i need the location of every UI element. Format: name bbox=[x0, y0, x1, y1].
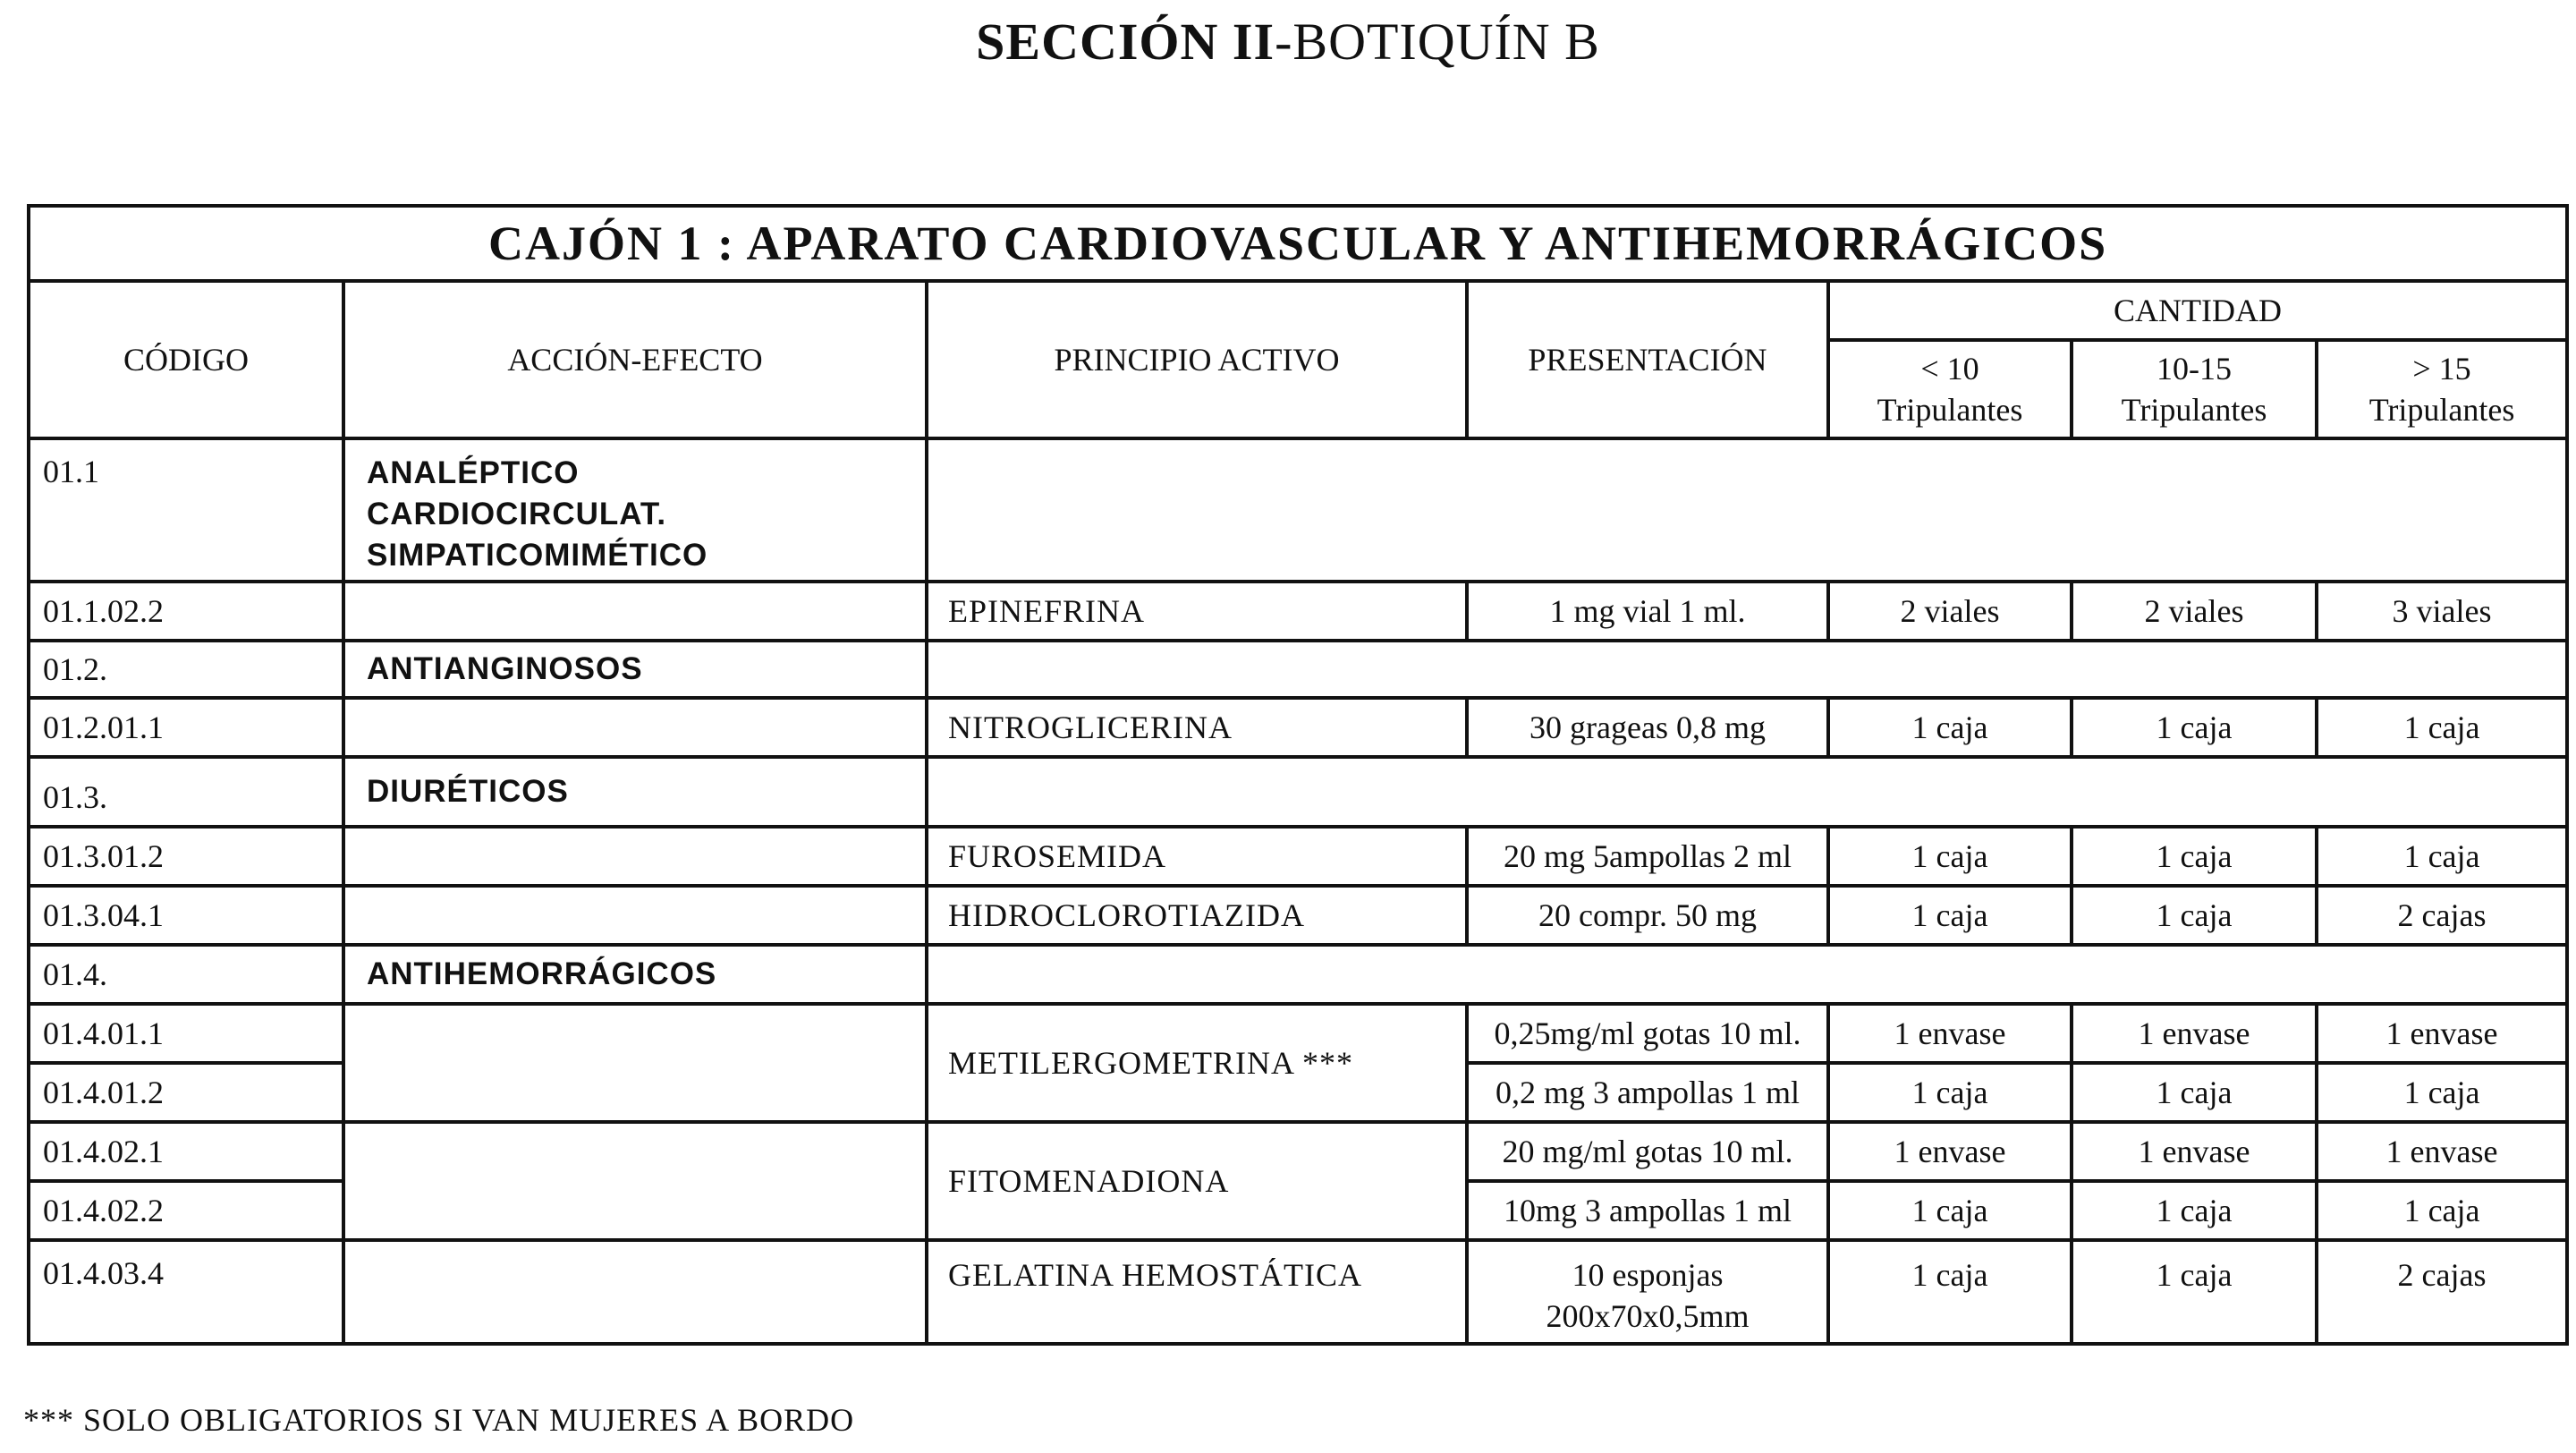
row-qty-under-10: 1 caja bbox=[1828, 1181, 2072, 1240]
row-code: 01.2.01.1 bbox=[29, 698, 343, 757]
category-line: ANALÉPTICO bbox=[367, 455, 580, 490]
row-action bbox=[343, 1240, 927, 1344]
row-qty-10-15: 1 caja bbox=[2072, 698, 2317, 757]
row-code: 01.4.03.4 bbox=[29, 1240, 343, 1344]
row-code: 01.3. bbox=[29, 757, 343, 827]
row-qty-10-15: 1 envase bbox=[2072, 1004, 2317, 1063]
row-ingredient: METILERGOMETRINA *** bbox=[927, 1004, 1467, 1122]
row-qty-under-10: 1 caja bbox=[1828, 698, 2072, 757]
header-q-under-10 bbox=[1828, 340, 2072, 438]
row-action bbox=[343, 582, 927, 641]
row-qty-under-10: 1 caja bbox=[1828, 1063, 2072, 1122]
row-qty-10-15: 1 envase bbox=[2072, 1122, 2317, 1181]
row-code: 01.3.01.2 bbox=[29, 827, 343, 886]
row-qty-under-10: 2 viales bbox=[1828, 582, 2072, 641]
row-qty-10-15: 1 caja bbox=[2072, 1181, 2317, 1240]
row-action bbox=[343, 1122, 927, 1240]
page-title-section: SECCIÓN II bbox=[976, 13, 1275, 71]
row-qty-10-15: 1 caja bbox=[2072, 886, 2317, 945]
row-presentation: 10mg 3 ampollas 1 ml bbox=[1467, 1181, 1828, 1240]
row-category bbox=[343, 438, 927, 582]
row-presentation bbox=[1467, 1240, 1828, 1344]
header-q-10-15-unit: Tripulantes bbox=[2121, 392, 2267, 428]
header-q-10-15 bbox=[2072, 340, 2317, 438]
row-presentation: 0,2 mg 3 ampollas 1 ml bbox=[1467, 1063, 1828, 1122]
header-q-over-15 bbox=[2317, 340, 2567, 438]
category-line: CARDIOCIRCULAT. bbox=[367, 497, 667, 531]
row-ingredient: FUROSEMIDA bbox=[927, 827, 1467, 886]
row-action bbox=[343, 827, 927, 886]
empty-cell bbox=[927, 641, 2567, 698]
row-qty-10-15: 2 viales bbox=[2072, 582, 2317, 641]
drawer-title: CAJÓN 1 : APARATO CARDIOVASCULAR Y ANTIHEMORRÁGICOS bbox=[29, 206, 2567, 281]
row-qty-over-15: 3 viales bbox=[2317, 582, 2567, 641]
row-qty-over-15: 1 envase bbox=[2317, 1122, 2567, 1181]
page-title bbox=[0, 11, 2576, 73]
row-presentation: 0,25mg/ml gotas 10 ml. bbox=[1467, 1004, 1828, 1063]
empty-cell bbox=[927, 945, 2567, 1004]
row-code: 01.4.02.1 bbox=[29, 1122, 343, 1181]
row-qty-10-15: 1 caja bbox=[2072, 1240, 2317, 1344]
row-action bbox=[343, 698, 927, 757]
row-action bbox=[343, 1004, 927, 1122]
row-code: 01.2. bbox=[29, 641, 343, 698]
row-code: 01.4.01.2 bbox=[29, 1063, 343, 1122]
row-presentation: 20 mg 5ampollas 2 ml bbox=[1467, 827, 1828, 886]
row-code: 01.4.01.1 bbox=[29, 1004, 343, 1063]
row-qty-under-10: 1 caja bbox=[1828, 827, 2072, 886]
row-qty-under-10: 1 caja bbox=[1828, 886, 2072, 945]
table-row bbox=[29, 827, 2567, 886]
presentation-line: 200x70x0,5mm bbox=[1546, 1298, 1750, 1334]
row-presentation: 20 compr. 50 mg bbox=[1467, 886, 1828, 945]
header-q-under-10-value: < 10 bbox=[1920, 351, 1979, 387]
table-row bbox=[29, 886, 2567, 945]
table-row bbox=[29, 698, 2567, 757]
row-ingredient: HIDROCLOROTIAZIDA bbox=[927, 886, 1467, 945]
row-ingredient: NITROGLICERINA bbox=[927, 698, 1467, 757]
row-presentation: 1 mg vial 1 ml. bbox=[1467, 582, 1828, 641]
table-row bbox=[29, 582, 2567, 641]
table-row bbox=[29, 641, 2567, 698]
page-title-kit: -BOTIQUÍN B bbox=[1275, 13, 1600, 71]
drawer-title-row bbox=[29, 206, 2567, 281]
header-ingredient: PRINCIPIO ACTIVO bbox=[927, 281, 1467, 438]
row-code: 01.4.02.2 bbox=[29, 1181, 343, 1240]
header-presentation: PRESENTACIÓN bbox=[1467, 281, 1828, 438]
table-row bbox=[29, 1122, 2567, 1181]
row-presentation: 30 grageas 0,8 mg bbox=[1467, 698, 1828, 757]
row-qty-under-10: 1 envase bbox=[1828, 1122, 2072, 1181]
table-row bbox=[29, 1004, 2567, 1063]
row-ingredient: EPINEFRINA bbox=[927, 582, 1467, 641]
presentation-line: 10 esponjas bbox=[1572, 1257, 1724, 1293]
footnote: *** SOLO OBLIGATORIOS SI VAN MUJERES A BORDO bbox=[23, 1402, 855, 1438]
header-action: ACCIÓN-EFECTO bbox=[343, 281, 927, 438]
row-qty-over-15: 1 caja bbox=[2317, 827, 2567, 886]
row-code: 01.3.04.1 bbox=[29, 886, 343, 945]
row-action bbox=[343, 886, 927, 945]
row-category: DIURÉTICOS bbox=[343, 757, 927, 827]
row-qty-10-15: 1 caja bbox=[2072, 1063, 2317, 1122]
medication-table bbox=[27, 204, 2569, 1346]
row-qty-over-15: 1 caja bbox=[2317, 698, 2567, 757]
header-quantity: CANTIDAD bbox=[1828, 281, 2567, 340]
category-line: SIMPATICOMIMÉTICO bbox=[367, 538, 708, 573]
row-code: 01.1.02.2 bbox=[29, 582, 343, 641]
header-row bbox=[29, 281, 2567, 340]
row-presentation: 20 mg/ml gotas 10 ml. bbox=[1467, 1122, 1828, 1181]
table-row bbox=[29, 757, 2567, 827]
row-qty-under-10: 1 caja bbox=[1828, 1240, 2072, 1344]
header-q-over-15-value: > 15 bbox=[2412, 351, 2471, 387]
empty-cell bbox=[927, 757, 2567, 827]
table-row bbox=[29, 945, 2567, 1004]
row-qty-over-15: 2 cajas bbox=[2317, 886, 2567, 945]
header-code: CÓDIGO bbox=[29, 281, 343, 438]
row-ingredient: FITOMENADIONA bbox=[927, 1122, 1467, 1240]
header-q-10-15-value: 10-15 bbox=[2157, 351, 2232, 387]
row-qty-over-15: 1 caja bbox=[2317, 1181, 2567, 1240]
row-qty-over-15: 2 cajas bbox=[2317, 1240, 2567, 1344]
row-category: ANTIANGINOSOS bbox=[343, 641, 927, 698]
row-code: 01.1 bbox=[29, 438, 343, 582]
row-qty-over-15: 1 caja bbox=[2317, 1063, 2567, 1122]
row-qty-over-15: 1 envase bbox=[2317, 1004, 2567, 1063]
empty-cell bbox=[927, 438, 2567, 582]
table-row bbox=[29, 438, 2567, 582]
header-q-under-10-unit: Tripulantes bbox=[1877, 392, 2023, 428]
row-qty-10-15: 1 caja bbox=[2072, 827, 2317, 886]
header-q-over-15-unit: Tripulantes bbox=[2368, 392, 2515, 428]
row-qty-under-10: 1 envase bbox=[1828, 1004, 2072, 1063]
table-row bbox=[29, 1240, 2567, 1344]
row-category: ANTIHEMORRÁGICOS bbox=[343, 945, 927, 1004]
row-ingredient: GELATINA HEMOSTÁTICA bbox=[927, 1240, 1467, 1344]
row-code: 01.4. bbox=[29, 945, 343, 1004]
